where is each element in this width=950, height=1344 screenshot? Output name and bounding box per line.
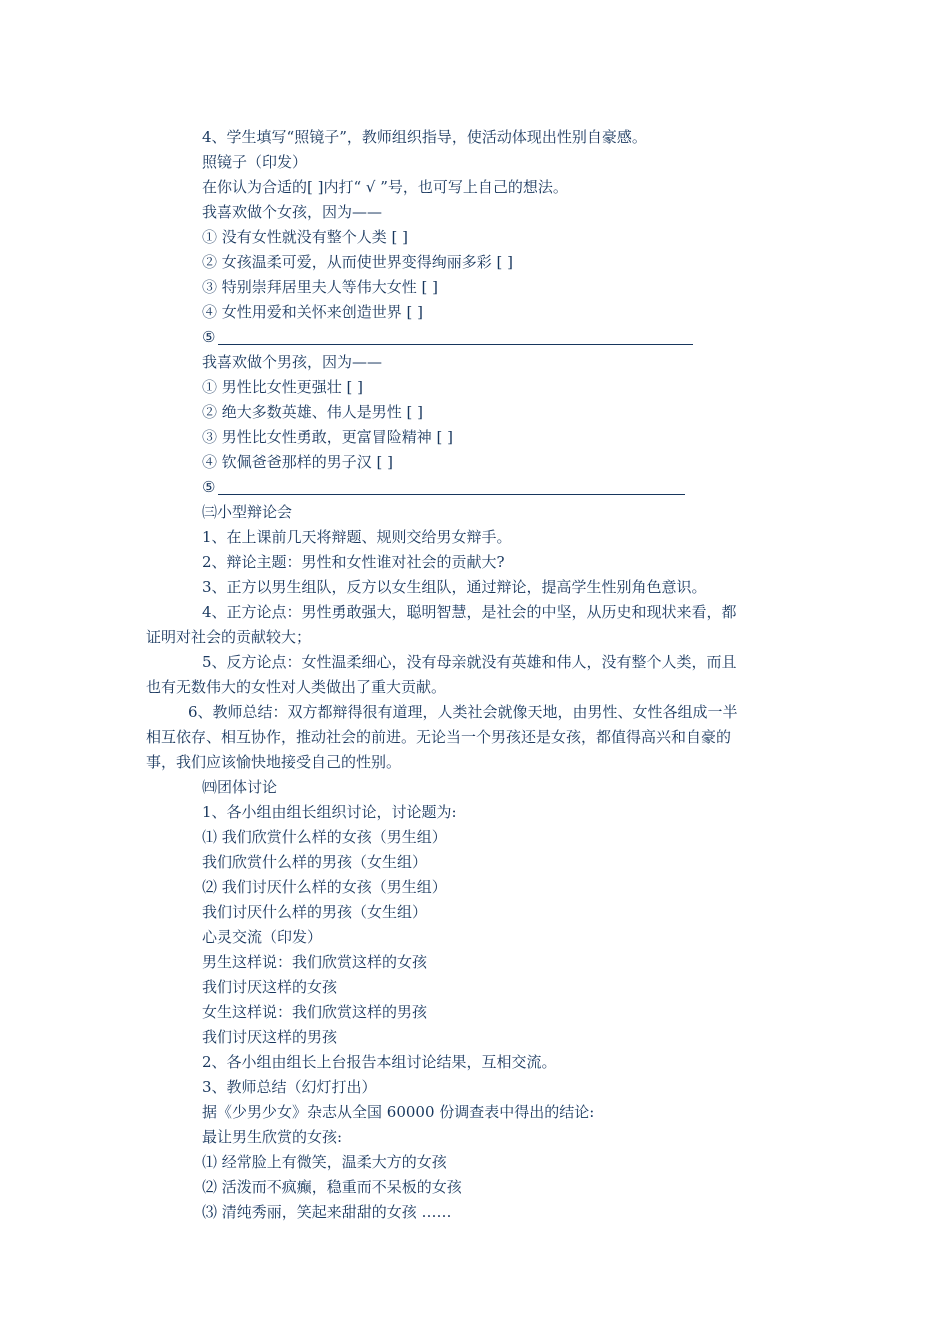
fill-in-blank-line	[218, 344, 693, 345]
text-line: ⑴ 经常脸上有微笑，温柔大方的女孩	[202, 1153, 447, 1171]
section-heading: ㈣团体讨论	[202, 778, 278, 796]
text-line: 我们讨厌这样的女孩	[202, 978, 338, 996]
text-line: ⑵ 活泼而不疯癫，稳重而不呆板的女孩	[202, 1178, 462, 1196]
text-line: 2、各小组由组长上台报告本组讨论结果，互相交流。	[202, 1053, 557, 1071]
checklist-item: ④ 女性用爱和关怀来创造世界 [ ]	[202, 303, 424, 321]
section-heading: ㈢小型辩论会	[202, 503, 293, 521]
text-line: ⑴ 我们欣赏什么样的女孩（男生组）	[202, 828, 447, 846]
text-line: 也有无数伟大的女性对人类做出了重大贡献。	[146, 678, 447, 696]
text-line: 1、各小组由组长组织讨论，讨论题为:	[202, 803, 457, 821]
text-line: 2、辩论主题：男性和女性谁对社会的贡献大?	[202, 553, 505, 571]
checklist-item: ② 绝大多数英雄、伟人是男性 [ ]	[202, 403, 424, 421]
checklist-item-blank: ⑤	[202, 328, 216, 346]
text-line: 照镜子（印发）	[202, 153, 308, 171]
checklist-item: ② 女孩温柔可爱，从而使世界变得绚丽多彩 [ ]	[202, 253, 514, 271]
text-line: ⑵ 我们讨厌什么样的女孩（男生组）	[202, 878, 447, 896]
checklist-item: ① 没有女性就没有整个人类 [ ]	[202, 228, 409, 246]
checklist-item-blank: ⑤	[202, 478, 216, 496]
text-line: 心灵交流（印发）	[202, 928, 323, 946]
text-line: 我们讨厌什么样的男孩（女生组）	[202, 903, 428, 921]
text-line: 3、正方以男生组队，反方以女生组队，通过辩论，提高学生性别角色意识。	[202, 578, 707, 596]
checklist-item: ③ 特别崇拜居里夫人等伟大女性 [ ]	[202, 278, 439, 296]
fill-in-blank-line	[218, 494, 685, 495]
text-line: ⑶ 清纯秀丽，笑起来甜甜的女孩 ……	[202, 1203, 452, 1221]
text-line: 据《少男少女》杂志从全国 60000 份调查表中得出的结论:	[202, 1103, 595, 1121]
text-line: 事，我们应该愉快地接受自己的性别。	[146, 753, 402, 771]
text-line: 证明对社会的贡献较大；	[146, 628, 312, 646]
text-line: 3、教师总结（幻灯打出）	[202, 1078, 377, 1096]
text-line: 在你认为合适的[ ]内打“ √ ”号，也可写上自己的想法。	[202, 178, 568, 196]
text-line: 4、正方论点：男性勇敢强大，聪明智慧，是社会的中坚，从历史和现状来看，都	[202, 603, 737, 621]
text-line: 相互依存、相互协作，推动社会的前进。无论当一个男孩还是女孩，都值得高兴和自豪的	[146, 728, 732, 746]
text-line: 女生这样说：我们欣赏这样的男孩	[202, 1003, 428, 1021]
text-line: 4、学生填写“照镜子”，教师组织指导，使活动体现出性别自豪感。	[202, 128, 647, 146]
text-line: 我们讨厌这样的男孩	[202, 1028, 338, 1046]
text-line: 男生这样说：我们欣赏这样的女孩	[202, 953, 428, 971]
checklist-item: ④ 钦佩爸爸那样的男子汉 [ ]	[202, 453, 394, 471]
text-line: 最让男生欣赏的女孩:	[202, 1128, 343, 1146]
text-line: 5、反方论点：女性温柔细心，没有母亲就没有英雄和伟人，没有整个人类，而且	[202, 653, 737, 671]
checklist-item: ③ 男性比女性勇敢，更富冒险精神 [ ]	[202, 428, 454, 446]
text-line: 我喜欢做个女孩，因为——	[202, 203, 383, 221]
checklist-item: ① 男性比女性更强壮 [ ]	[202, 378, 364, 396]
text-line: 1、在上课前几天将辩题、规则交给男女辩手。	[202, 528, 512, 546]
text-line: 我喜欢做个男孩，因为——	[202, 353, 383, 371]
text-line: 我们欣赏什么样的男孩（女生组）	[202, 853, 428, 871]
text-line: 6、教师总结：双方都辩得很有道理，人类社会就像天地，由男性、女性各组成一半	[188, 703, 738, 721]
